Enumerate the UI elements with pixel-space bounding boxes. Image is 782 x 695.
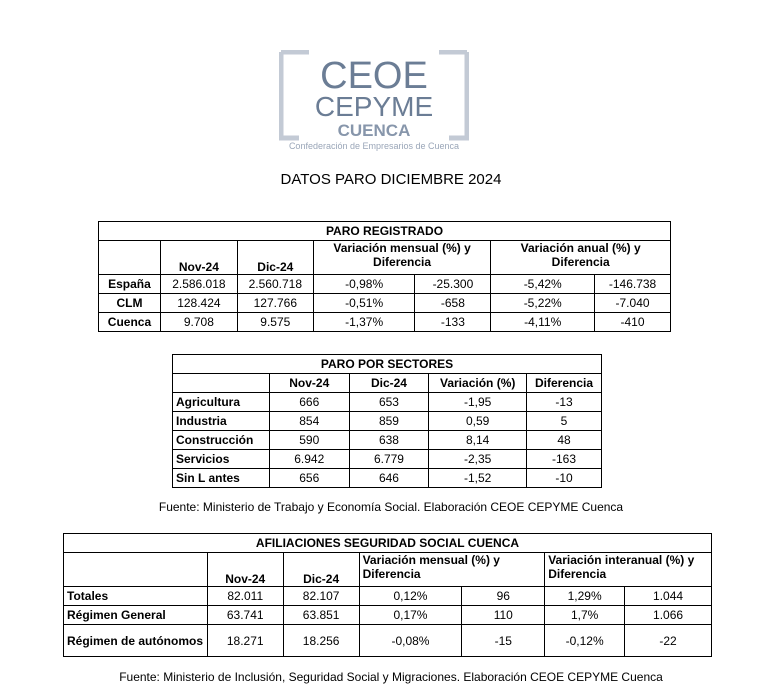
col-header-nov: Nov-24 [269, 374, 349, 393]
cell-var-interanual: 1,29% [545, 587, 625, 606]
table-row [173, 450, 602, 469]
cell-dic: 82.107 [283, 587, 359, 606]
logo-cepyme: CEPYME [314, 91, 434, 122]
table-row [64, 587, 712, 606]
cell-variacion: -1,52 [429, 469, 527, 488]
table-row [173, 412, 602, 431]
cell-dic: 127.766 [237, 294, 313, 313]
table-caption: AFILIACIONES SEGURIDAD SOCIAL CUENCA [64, 534, 712, 553]
cell-variacion: -2,35 [429, 450, 527, 469]
col-header-dic: Dic-24 [283, 553, 359, 587]
row-label: CLM [99, 294, 161, 313]
ceoe-cepyme-cuenca-logo [279, 50, 469, 152]
cell-var-mensual: -1,37% [313, 313, 415, 332]
row-label: Cuenca [99, 313, 161, 332]
cell-dif-mensual: 96 [462, 587, 545, 606]
cell-diferencia: -10 [527, 469, 602, 488]
table-row [64, 606, 712, 625]
cell-nov: 63.741 [207, 606, 283, 625]
cell-dic: 18.256 [283, 625, 359, 657]
table-row [173, 469, 602, 488]
cell-nov: 854 [269, 412, 349, 431]
col-header-mensual: Variación mensual (%) y Diferencia [313, 241, 491, 275]
col-header-mensual: Variación mensual (%) y Diferencia [359, 553, 545, 587]
col-header-nov: Nov-24 [160, 241, 237, 275]
cell-var-anual: -5,22% [491, 294, 595, 313]
col-header-interanual: Variación interanual (%) y Diferencia [545, 553, 712, 587]
cell-diferencia: -13 [527, 393, 602, 412]
cell-dic: 638 [349, 431, 429, 450]
table-row [173, 431, 602, 450]
row-label: Agricultura [173, 393, 270, 412]
table-row [99, 275, 671, 294]
logo-tagline: Confederación de Empresarios de Cuenca [288, 141, 460, 151]
cell-nov: 6.942 [269, 450, 349, 469]
col-header-dic: Dic-24 [237, 241, 313, 275]
cell-var-interanual: -0,12% [545, 625, 625, 657]
cell-dif-mensual: -15 [462, 625, 545, 657]
cell-var-mensual: 0,17% [359, 606, 462, 625]
row-label: Totales [64, 587, 208, 606]
paro-registrado-table [98, 221, 671, 332]
source-note-paro: Fuente: Ministerio de Trabajo y Economía Social. Elaboración CEOE CEPYME Cuenca [158, 500, 624, 514]
cell-dic: 9.575 [237, 313, 313, 332]
cell-dic: 653 [349, 393, 429, 412]
cell-var-mensual: -0,51% [313, 294, 415, 313]
cell-dif-mensual: -25.300 [415, 275, 491, 294]
paro-sectores-table [172, 354, 602, 488]
cell-var-anual: -4,11% [491, 313, 595, 332]
table-row [99, 294, 671, 313]
cell-nov: 82.011 [207, 587, 283, 606]
empty-header-cell [173, 374, 270, 393]
cell-dic: 2.560.718 [237, 275, 313, 294]
cell-var-mensual: -0,08% [359, 625, 462, 657]
table-row [173, 393, 602, 412]
row-label: Régimen General [64, 606, 208, 625]
cell-dif-mensual: -658 [415, 294, 491, 313]
cell-diferencia: -163 [527, 450, 602, 469]
col-header-diferencia: Diferencia [527, 374, 602, 393]
cell-nov: 18.271 [207, 625, 283, 657]
cell-nov: 590 [269, 431, 349, 450]
source-note-afiliaciones: Fuente: Ministerio de Inclusión, Seguridad Social y Migraciones. Elaboración CEOE CEPYME Cuenca [119, 670, 663, 684]
logo-ceoe: CEOE [320, 55, 428, 97]
cell-var-mensual: -0,98% [313, 275, 415, 294]
col-header-dic: Dic-24 [349, 374, 429, 393]
cell-var-mensual: 0,12% [359, 587, 462, 606]
row-label: Régimen de autónomos [64, 625, 208, 657]
empty-header-cell [64, 553, 208, 587]
afiliaciones-table [63, 533, 712, 657]
cell-nov: 656 [269, 469, 349, 488]
cell-diferencia: 48 [527, 431, 602, 450]
cell-dif-interanual: 1.044 [625, 587, 712, 606]
cell-nov: 2.586.018 [160, 275, 237, 294]
row-label: Industria [173, 412, 270, 431]
logo-graphic [279, 50, 469, 152]
table-caption: PARO REGISTRADO [99, 222, 671, 241]
col-header-nov: Nov-24 [207, 553, 283, 587]
logo-cuenca: CUENCA [337, 121, 411, 140]
row-label: España [99, 275, 161, 294]
cell-variacion: 8,14 [429, 431, 527, 450]
cell-dic: 63.851 [283, 606, 359, 625]
table-row [99, 313, 671, 332]
cell-dif-anual: -7.040 [595, 294, 671, 313]
cell-nov: 666 [269, 393, 349, 412]
cell-dic: 646 [349, 469, 429, 488]
cell-variacion: -1,95 [429, 393, 527, 412]
cell-var-interanual: 1,7% [545, 606, 625, 625]
empty-header-cell [99, 241, 161, 275]
cell-variacion: 0,59 [429, 412, 527, 431]
cell-nov: 128.424 [160, 294, 237, 313]
col-header-variacion: Variación (%) [429, 374, 527, 393]
cell-nov: 9.708 [160, 313, 237, 332]
cell-dif-interanual: -22 [625, 625, 712, 657]
cell-dif-mensual: -133 [415, 313, 491, 332]
cell-dic: 6.779 [349, 450, 429, 469]
page-title: DATOS PARO DICIEMBRE 2024 [280, 171, 502, 188]
row-label: Construcción [173, 431, 270, 450]
cell-diferencia: 5 [527, 412, 602, 431]
cell-dif-interanual: 1.066 [625, 606, 712, 625]
col-header-anual: Variación anual (%) y Diferencia [491, 241, 671, 275]
cell-var-anual: -5,42% [491, 275, 595, 294]
cell-dif-anual: -410 [595, 313, 671, 332]
table-row [64, 625, 712, 657]
row-label: Servicios [173, 450, 270, 469]
cell-dif-anual: -146.738 [595, 275, 671, 294]
cell-dif-mensual: 110 [462, 606, 545, 625]
row-label: Sin L antes [173, 469, 270, 488]
cell-dic: 859 [349, 412, 429, 431]
table-caption: PARO POR SECTORES [173, 355, 602, 374]
